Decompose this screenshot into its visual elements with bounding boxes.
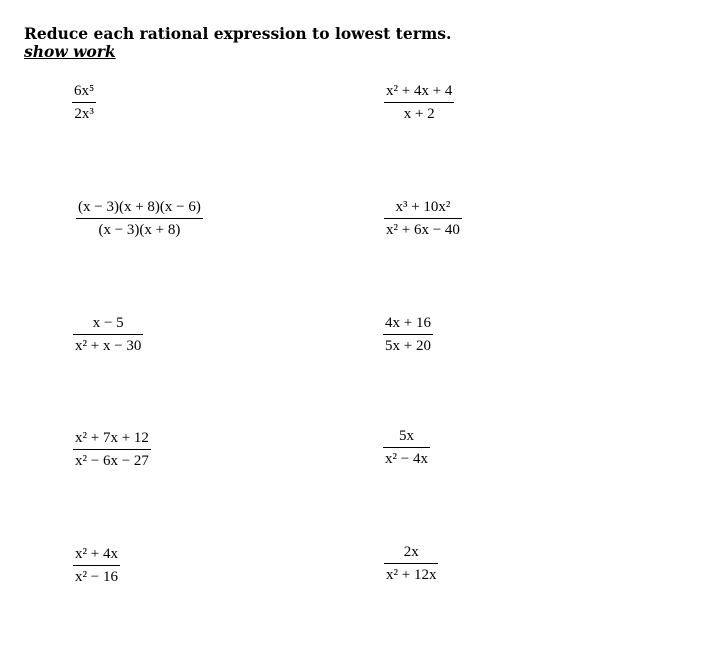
problem-7-numerator: x² + 7x + 12	[73, 430, 151, 450]
problem-8-numerator: 5x	[383, 428, 430, 448]
problem-8	[383, 428, 430, 468]
problem-10-denominator: x² + 12x	[386, 567, 437, 583]
problem-4-numerator: x³ + 10x²	[384, 199, 462, 219]
problem-7	[73, 430, 151, 470]
problem-3-denominator: (x − 3)(x + 8)	[98, 222, 181, 238]
worksheet-subtitle: show work	[24, 42, 116, 61]
problem-1	[72, 83, 96, 123]
problem-2-numerator: x² + 4x + 4	[384, 83, 454, 103]
problem-1-denominator: 2x³	[74, 106, 94, 122]
problem-8-denominator: x² − 4x	[385, 451, 428, 467]
problem-5-denominator: x² + x − 30	[75, 338, 142, 354]
problem-10-numerator: 2x	[384, 544, 438, 564]
problem-5	[73, 315, 143, 355]
problem-2-denominator: x + 2	[403, 106, 435, 122]
problem-9-numerator: x² + 4x	[73, 546, 120, 566]
problem-3	[76, 199, 203, 239]
worksheet-title: Reduce each rational expression to lowest terms.	[24, 24, 452, 43]
problem-5-numerator: x − 5	[73, 315, 143, 335]
problem-10	[384, 544, 438, 584]
problem-2	[384, 83, 454, 123]
problem-6-denominator: 5x + 20	[385, 338, 431, 354]
problem-1-numerator: 6x⁵	[72, 83, 96, 103]
problem-6-numerator: 4x + 16	[383, 315, 433, 335]
problem-6	[383, 315, 433, 355]
problem-9-denominator: x² − 16	[75, 569, 118, 585]
problem-9	[73, 546, 120, 586]
problem-3-numerator: (x − 3)(x + 8)(x − 6)	[76, 199, 203, 219]
problem-4-denominator: x² + 6x − 40	[386, 222, 460, 238]
problem-4	[384, 199, 462, 239]
problem-7-denominator: x² − 6x − 27	[75, 453, 149, 469]
